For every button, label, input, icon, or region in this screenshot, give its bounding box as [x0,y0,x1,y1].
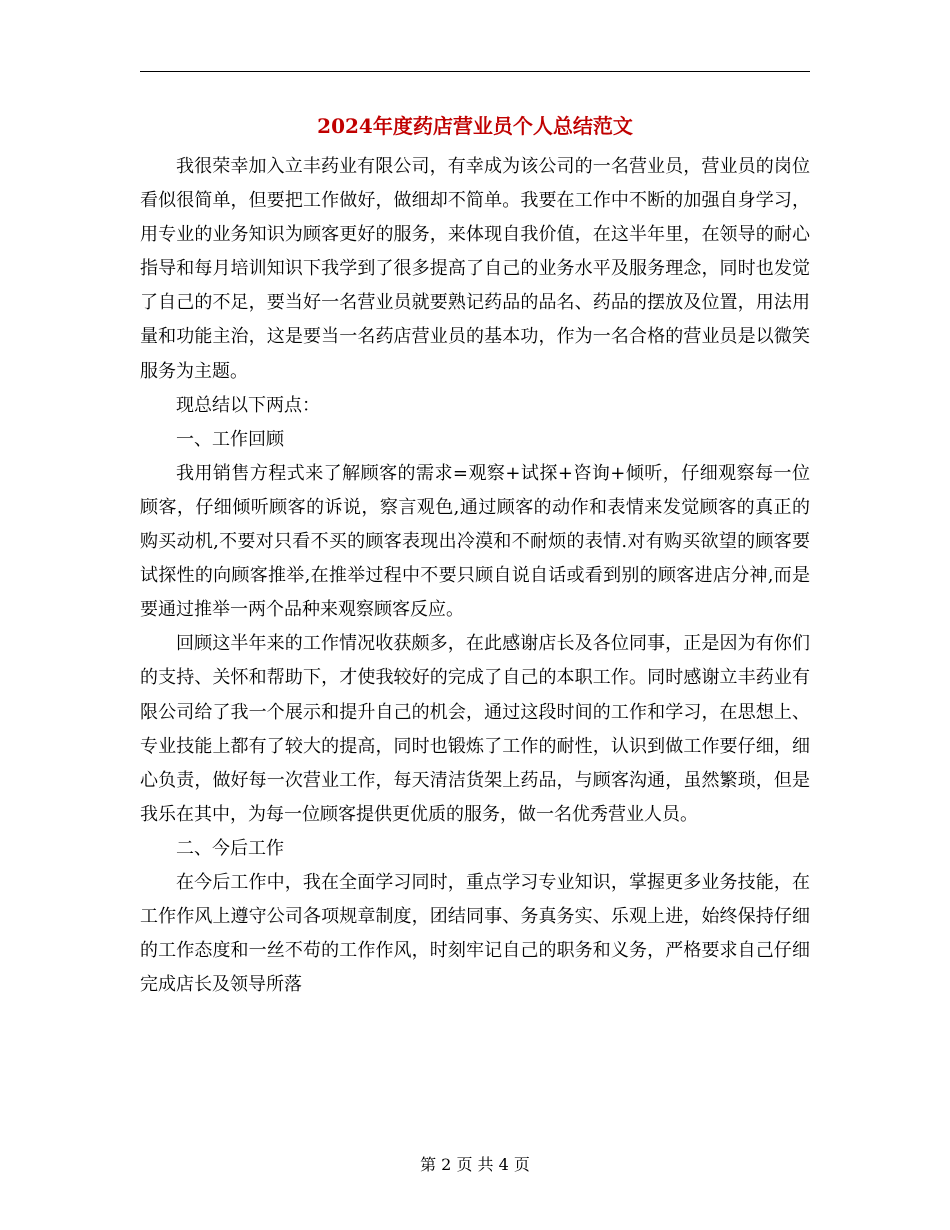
page-number: 第 2 页 共 4 页 [420,1155,530,1174]
paragraph-review-thanks: 回顾这半年来的工作情况收获颇多，在此感谢店长及各位同事，正是因为有你们的支持、关怀和帮助下，才使我较好的完成了自己的本职工作。同时感谢立丰药业有限公司给了我一个展示和提升自己的机会，通过这段时间的工作和学习，在思想上、专业技能上都有了较大的提高，同时也锻炼了工作的耐性，认识到做工作要仔细，细心负责，做好每一次营业工作，每天清洁货架上药品，与顾客沟通，虽然繁琐，但是我乐在其中，为每一位顾客提供更优质的服务，做一名优秀营业人员。 [140,633,810,825]
paragraph-summary-lead: 现总结以下两点： [176,394,320,416]
paragraph-intro: 我很荣幸加入立丰药业有限公司，有幸成为该公司的一名营业员，营业员的岗位看似很简单，但要把工作做好，做细却不简单。我要在工作中不断的加强自身学习，用专业的业务知识为顾客更好的服务，来体现自我价值，在这半年里，在领导的耐心指导和每月培训知识下我学到了很多提高了自己的业务水平及服务理念，同时也发觉了自己的不足，要当好一名营业员就要熟记药品的品名、药品的摆放及位置，用法用量和功能主治，这是要当一名药店营业员的基本功，作为一名合格的营业员是以微笑服务为主题。 [140,156,810,382]
header-rule [140,71,810,72]
section-heading-future: 二、今后工作 [176,837,284,859]
paragraph-future-work: 在今后工作中，我在全面学习同时，重点学习专业知识，掌握更多业务技能，在工作作风上遵守公司各项规章制度，团结同事、务真务实、乐观上进，始终保持仔细的工作态度和一丝不苟的工作作风，时刻牢记自己的职务和义务，严格要求自己仔细完成店长及领导所落 [140,871,810,996]
section-heading-review: 一、工作回顾 [176,428,284,450]
paragraph-sales-method: 我用销售方程式来了解顾客的需求=观察+试探+咨询+倾听，仔细观察每一位顾客，仔细倾听顾客的诉说，察言观色,通过顾客的动作和表情来发觉顾客的真正的购买动机,不要对只看不买的顾客表现出冷漠和不耐烦的表情.对有购买欲望的顾客要试探性的向顾客推举,在推举过程中不要只顾自说自话或看到别的顾客进店分神,而是要通过推举一两个品种来观察顾客反应。 [140,462,810,621]
document-body [140,150,810,1002]
document-title: 2024年度药店营业员个人总结范文 [317,114,633,138]
